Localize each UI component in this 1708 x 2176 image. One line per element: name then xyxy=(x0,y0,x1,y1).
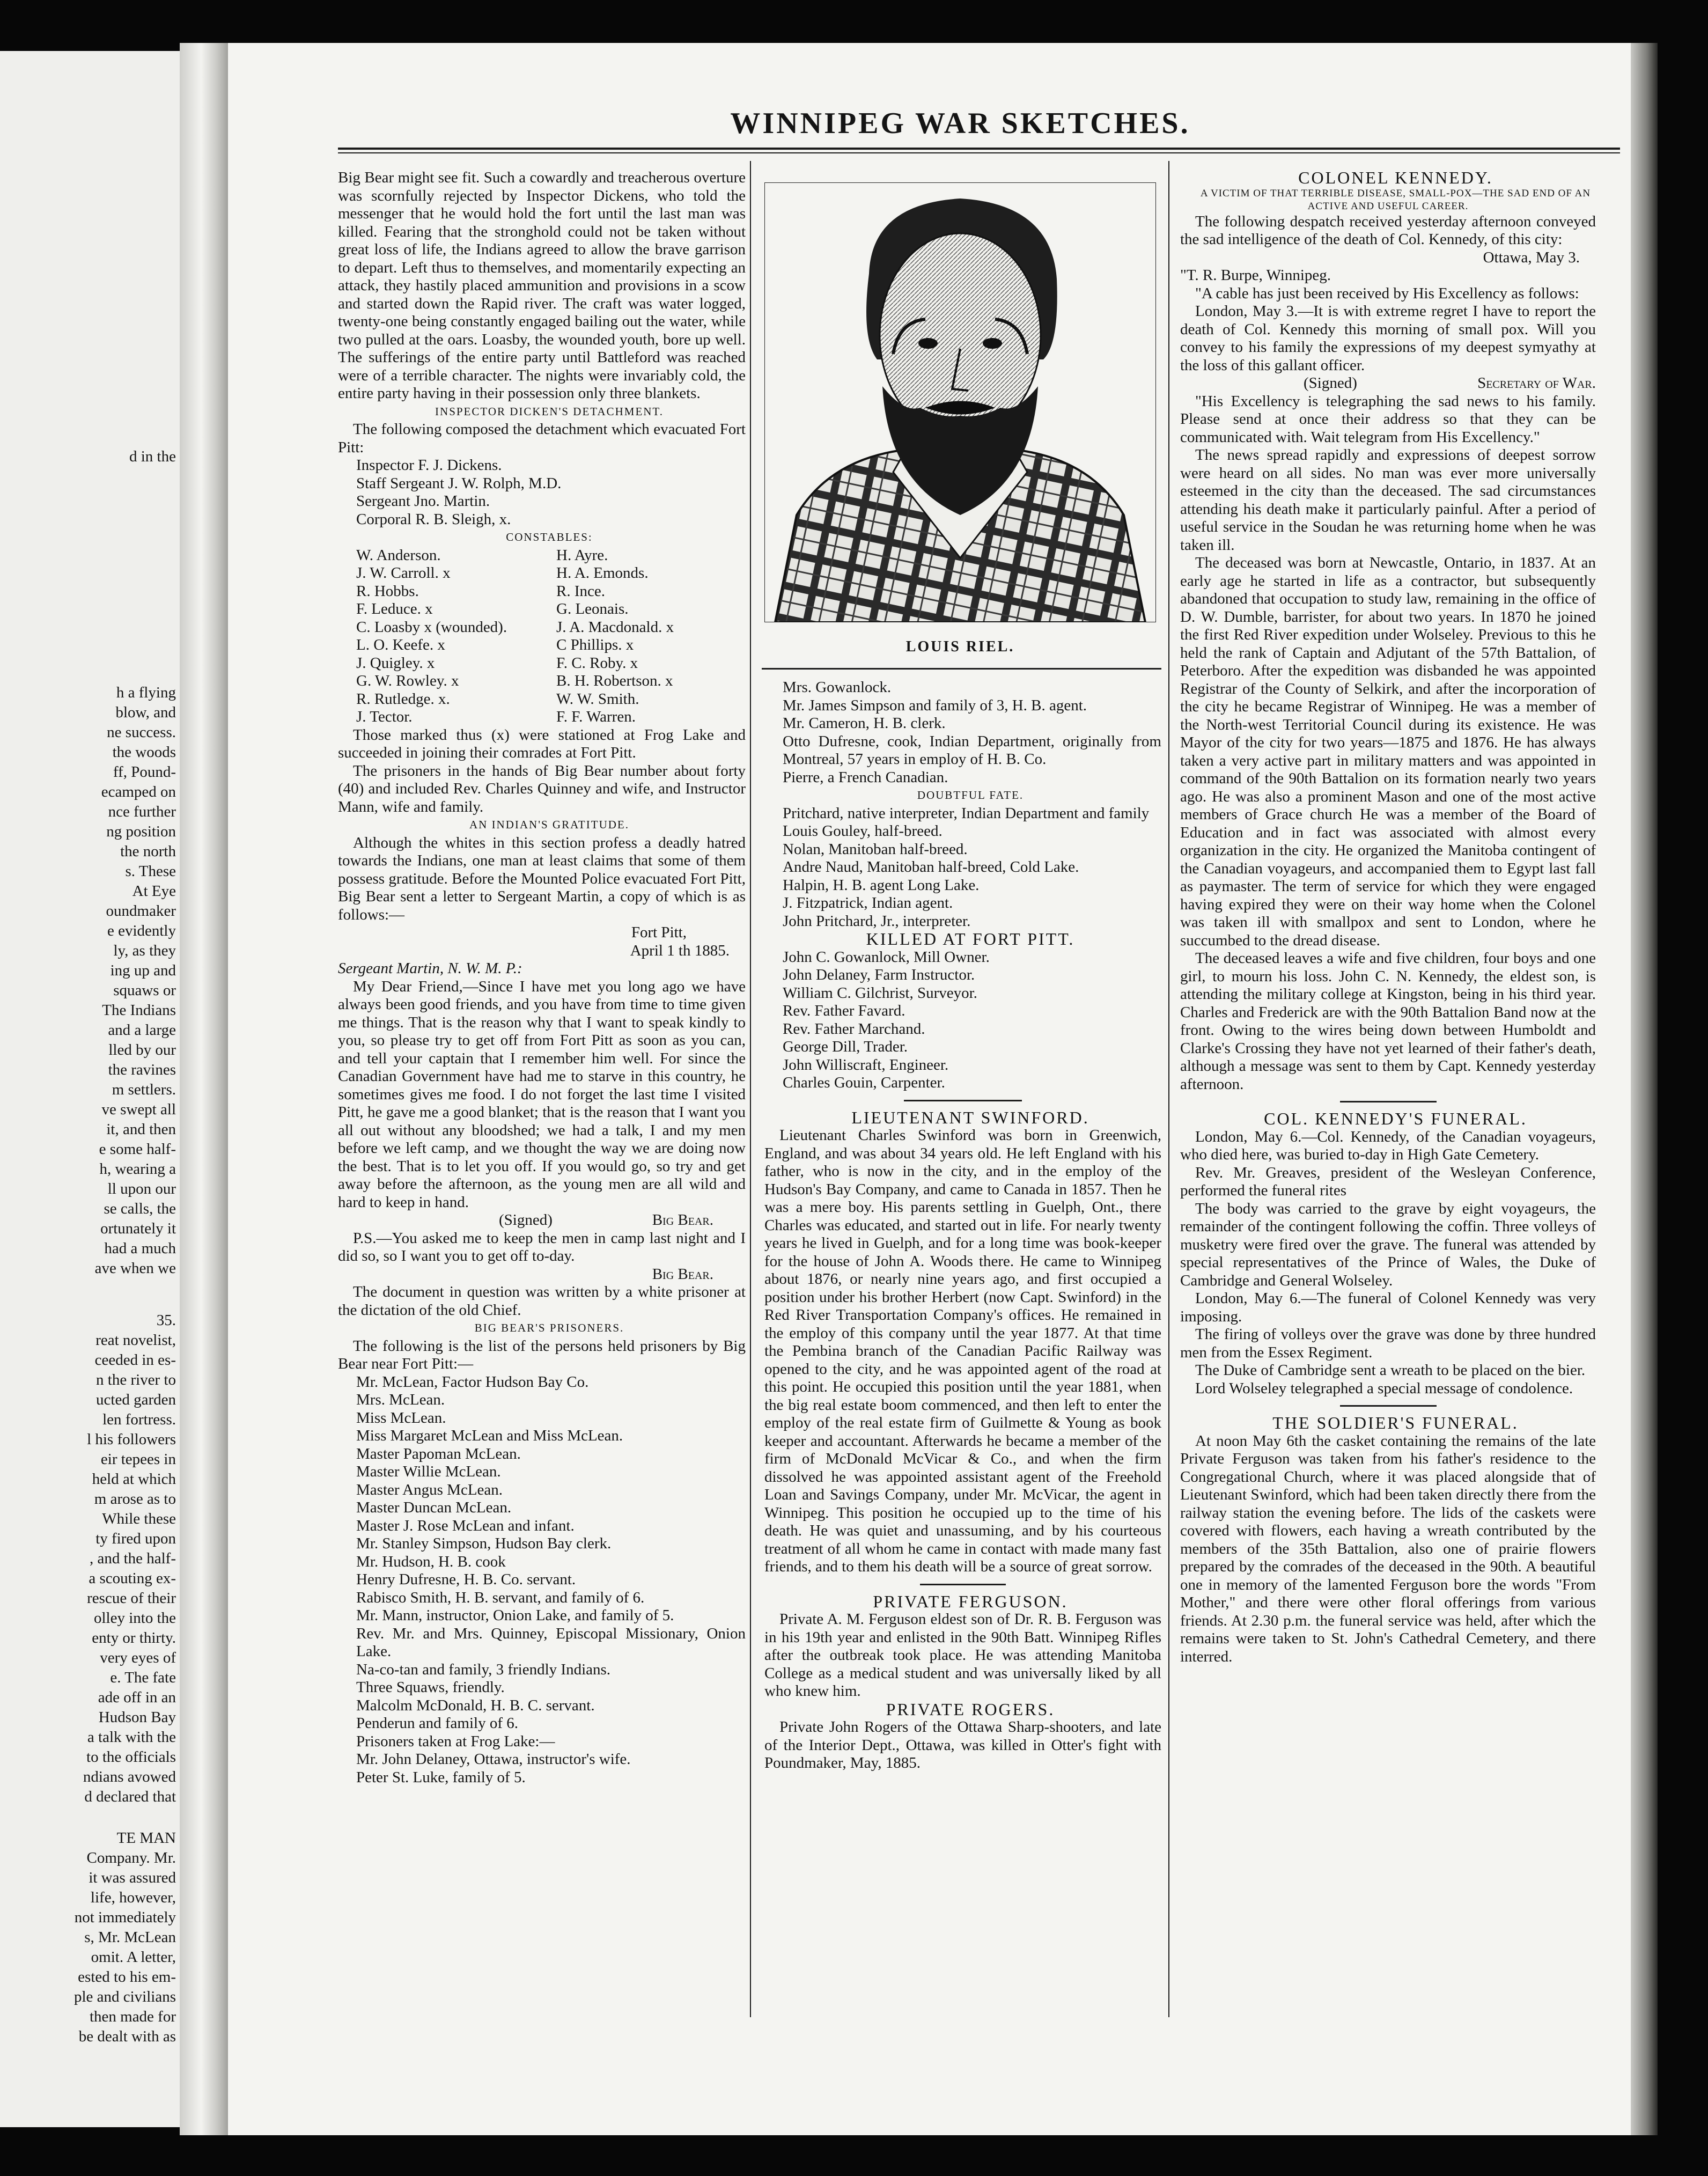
left-fragment-line: not immediately xyxy=(74,1909,176,1926)
section-heading: THE SOLDIER'S FUNERAL. xyxy=(1272,1413,1519,1432)
constable-name: R. Ince. xyxy=(556,582,605,600)
article-text: Lieutenant Charles Swinford was born in Greenwich, England, and was about 34 years old. He left England with his father, who is now in the city, and in the employ of the Hudson's Bay Company, and came to Canada in 1857. Then he was a mere boy. His parents settling in Guelph, Ont., there Charles was educated, and started out in life. For nearly twenty years he lived in Guelph, and for a long time was book-keeper for the house of John A. Woods there. He came to Winnipeg about 1876, or nearly nine years ago, and first occupied a position under his brother Herbert (now Capt. Swinford) in the Red River Transportation Company's offices. He remained in the employ of this company until the year 1877. At that time the Pembina branch of the Canadian Pacific Railway was opened to the city, and he was appointed agent of the road at this point. He occupied this position until the year 1881, when the big real estate boom commenced, and then left to enter the employ of the real estate firm of Guilmette & Young as book keeper and accountant. Afterwards he became a member of the firm of McDonald McVicar & Co., and when the firm dissolved he was appointed assistant agent of the Freehold Loan and Savings Company, under Mr. McVicar, the agent in Winnipeg. This position he occupied up to the time of his death. He was quiet and unassuming, and by his courteous treatment of all whom he came in contact with made many fast friends, and to them his death will be a source of great sorrow. xyxy=(764,1127,1161,1575)
left-fragment-line: ortunately it xyxy=(100,1220,176,1237)
column-2 xyxy=(764,679,1161,1773)
article-text: The body was carried to the grave by eight voyageurs, the remainder of the contingent following the coffin. Three volleys of musketry were fired over the grave. The funeral was attended by special representatives of the Prince of Wales, the Duke of Cambridge and General Wolseley. xyxy=(1180,1200,1596,1289)
letter-place: Fort Pitt, xyxy=(631,924,687,941)
constables-left xyxy=(356,547,546,726)
left-fragment-line: n the river to xyxy=(96,1371,176,1388)
section-heading: LIEUTENANT SWINFORD. xyxy=(851,1107,1089,1127)
article-text: Private A. M. Ferguson eldest son of Dr. R. B. Ferguson was in his 19th year and enlisted in the 90th Batt. Winnipeg Rifles after the outbreak took place. He was attending Manitoba College as a medical student and was universally liked by all who knew him. xyxy=(764,1611,1161,1700)
left-fragment-line: rescue of their xyxy=(87,1590,176,1607)
article-text: Although the whites in this section profess a deadly hatred towards the Indians, one man at least claims that some of them possess gratitude. Before the Mounted Police evacuated Fort Pitt, Big Bear sent a letter to Sergeant Martin, a copy of which is as follows:— xyxy=(338,834,746,923)
list-item: Mr. Cameron, H. B. clerk. xyxy=(783,715,946,732)
list-item: Rev. Father Favard. xyxy=(783,1002,905,1019)
section-heading: PRIVATE ROGERS. xyxy=(886,1699,1055,1719)
left-fragment-line: At Eye xyxy=(132,883,176,900)
list-item: Mr. James Simpson and family of 3, H. B. agent. xyxy=(783,696,1087,714)
left-fragment-line: life, however, xyxy=(90,1889,176,1906)
article-text: Lord Wolseley telegraphed a special message of condolence. xyxy=(1195,1379,1573,1397)
constable-name: W. W. Smith. xyxy=(556,690,639,708)
list-item: Master J. Rose McLean and infant. xyxy=(356,1517,575,1534)
column-1 xyxy=(338,169,746,1787)
officers-list xyxy=(338,457,746,528)
list-item: Master Papoman McLean. xyxy=(356,1445,521,1462)
article-text: The deceased was born at Newcastle, Ontario, in 1837. At an early age he started in life as a contractor, but subsequently abandoned that occupation to study law, remaining in the office of D. W. Dumble, barrister, for about two years. In 1870 he joined the first Red River expedition under Wolseley. Previous to this he held the rank of Captain and Adjutant of the 57th Battalion, of Peterboro. After the expedition was disbanded he was appointed Registrar of the County of Selkirk, and after the incorporation of the city he became Registrar of Winnipeg. He was a member of the North-west Territorial Council during its existence. He was Mayor of the city for two years—1875 and 1876. He has always taken a very active part in military matters and was appointed in command of the 90th Battalion on its formation nearly two years ago. He was also a prominent Mason and one of the most active members of Grace church He was a member of the Board of Education and in fact was associated with almost every organization in the city. He organized the Manitoba contingent of the Canadian voyageurs, and accompanied them to Egypt last fall as paymaster. The term of service for which they were engaged having expired they were on their way home when the Colonel was taken ill with smallpox and sent to London, where he succumbed to the dread disease. xyxy=(1180,554,1596,949)
article-text: The firing of volleys over the grave was done by three hundred men from the Essex Regiment. xyxy=(1180,1326,1596,1361)
constable-name: J. Quigley. x xyxy=(356,654,435,672)
section-heading: BIG BEAR'S PRISONERS. xyxy=(474,1321,624,1334)
left-fragment-line: ade off in an xyxy=(98,1689,176,1706)
left-fragment-line: ave when we xyxy=(94,1260,176,1277)
left-fragment-line: reat novelist, xyxy=(95,1332,176,1349)
left-fragment-line: ve swept all xyxy=(101,1101,176,1118)
list-item: Master Angus McLean. xyxy=(356,1481,503,1498)
constable-name: F. C. Roby. x xyxy=(556,654,638,672)
signed-label: (Signed) xyxy=(499,1211,553,1229)
constable-name: B. H. Robertson. x xyxy=(556,672,673,689)
prisoners-list-continued xyxy=(764,679,1161,786)
left-fragment-line: it was assured xyxy=(89,1869,176,1886)
list-item: John Williscraft, Engineer. xyxy=(783,1056,949,1074)
left-fragment-line: blow, and xyxy=(115,704,176,721)
left-fragment-line: lled by our xyxy=(108,1041,176,1058)
list-item: Miss McLean. xyxy=(356,1409,446,1427)
left-fragment-line: ing up and xyxy=(110,962,176,979)
list-item: Mr. McLean, Factor Hudson Bay Co. xyxy=(356,1373,589,1391)
list-item: Na-co-tan and family, 3 friendly Indians. xyxy=(356,1660,611,1678)
section-heading: KILLED AT FORT PITT. xyxy=(866,929,1075,949)
list-item: Louis Gouley, half-breed. xyxy=(783,822,943,840)
section-heading: PRIVATE FERGUSON. xyxy=(873,1591,1068,1611)
list-item: Rev. Mr. and Mrs. Quinney, Episcopal Missionary, Onion Lake. xyxy=(356,1624,746,1660)
constable-name: C. Loasby x (wounded). xyxy=(356,618,507,636)
page-edge-shadow xyxy=(1631,43,1658,2135)
left-fragment-line: d declared that xyxy=(84,1788,176,1805)
telegram-address: "T. R. Burpe, Winnipeg. xyxy=(1180,267,1331,284)
constable-name: H. Ayre. xyxy=(556,546,608,564)
constable-name: C Phillips. x xyxy=(556,636,634,653)
list-item: William C. Gilchrist, Surveyor. xyxy=(783,984,977,1002)
masthead-rule-thin xyxy=(338,152,1620,153)
left-fragment-line: ng position xyxy=(106,823,176,840)
article-text: The news spread rapidly and expressions of deepest sorrow were heard on all sides. No man was ever more universally esteemed in the city than the deceased. The sad circumstances attending his death make it particularly painful. After a period of useful service in the Soudan he was returning home when he was taken ill. xyxy=(1180,446,1596,554)
left-fragment-line: ested to his em- xyxy=(78,1968,176,1986)
list-item: Penderun and family of 6. xyxy=(356,1715,519,1732)
column-3 xyxy=(1180,169,1596,1666)
left-page-fragment xyxy=(0,51,182,2127)
left-fragment-line: it, and then xyxy=(106,1121,176,1138)
list-item: Rev. Father Marchand. xyxy=(783,1020,925,1038)
article-text: Private John Rogers of the Ottawa Sharp-shooters, and late of the Interior Dept., Ottawa, was killed in Otter's fight with Poundmaker, May, 1885. xyxy=(764,1718,1161,1771)
prisoners-list xyxy=(338,1373,746,1787)
list-item: Master Willie McLean. xyxy=(356,1463,501,1480)
left-fragment-line: , and the half- xyxy=(89,1550,176,1567)
article-text: London, May 3.—It is with extreme regret I have to report the death of Col. Kennedy this morning of small pox. Will you convey to his family the expressions of my deepest symyathy at the loss of this gallant officer. xyxy=(1180,303,1596,374)
left-fragment-line: a talk with the xyxy=(87,1729,176,1746)
left-fragment-line: e evidently xyxy=(107,922,176,939)
letter-date: April 1 th 1885. xyxy=(630,942,730,959)
constable-name: G. Leonais. xyxy=(556,600,629,617)
left-fragment-line: ty fired upon xyxy=(95,1530,176,1547)
left-fragment-line: a scouting ex- xyxy=(89,1570,176,1587)
list-item: Three Squaws, friendly. xyxy=(356,1679,505,1696)
section-heading: COL. KENNEDY'S FUNERAL. xyxy=(1264,1109,1527,1128)
left-fragment-line: the ravines xyxy=(108,1061,176,1078)
left-fragment-line: s. These xyxy=(125,863,176,880)
column-divider-1 xyxy=(750,161,751,2017)
article-text: London, May 6.—The funeral of Colonel Kennedy was very imposing. xyxy=(1180,1290,1596,1325)
left-fragment-line: d in the xyxy=(129,448,176,465)
list-item: Pierre, a French Canadian. xyxy=(783,768,948,786)
list-item: George Dill, Trader. xyxy=(783,1038,908,1055)
constable-name: R. Rutledge. x. xyxy=(356,690,450,708)
constables-list xyxy=(338,547,746,726)
list-item: Corporal R. B. Sleigh, x. xyxy=(356,510,511,528)
list-item: Miss Margaret McLean and Miss McLean. xyxy=(356,1427,623,1444)
constable-name: W. Anderson. xyxy=(356,546,441,564)
left-fragment-line: ecamped on xyxy=(101,783,176,800)
left-fragment-line: h a flying xyxy=(116,684,176,701)
list-item: Andre Naud, Manitoban half-breed, Cold Lake. xyxy=(783,858,1079,876)
list-item: Nolan, Manitoban half-breed. xyxy=(783,840,968,858)
list-item: Mr. Hudson, H. B. cook xyxy=(356,1553,506,1570)
portrait-illustration xyxy=(764,182,1156,622)
left-fragment-line: ucted garden xyxy=(96,1391,176,1408)
article-text: The prisoners in the hands of Big Bear number about forty (40) and included Rev. Charles Quinney and wife, and Instructor Mann, wife and family. xyxy=(338,762,746,815)
article-text: "A cable has just been received by His Excellency as follows: xyxy=(1195,284,1579,302)
left-fragment-line: squaws or xyxy=(113,982,176,999)
article-text: At noon May 6th the casket containing the remains of the late Private Ferguson was taken from his father's residence to the Congregational Church, where it was placed alongside that of Lieutenant Swinford, which had been taken directly there from the railway station the evening before. The lids of the caskets were covered with flowers, each having a wreath contributed by the members of the 35th Battalion, also one of prairie flowers prepared by the comrades of the deceased in the 90th. A beautiful one in memory of the lamented Ferguson bore the words "From Mother," and there were other floral offerings from various friends. At 2.30 p.m. the funeral service was held, after which the remains were taken to St. John's Cathedral Cemetery, and there interred. xyxy=(1180,1432,1596,1665)
page-title: WINNIPEG WAR SKETCHES. xyxy=(730,107,1190,140)
article-text: The document in question was written by a white prisoner at the dictation of the old Chief. xyxy=(338,1283,746,1319)
left-fragment-line: had a much xyxy=(104,1240,176,1257)
list-item: Mr. John Delaney, Ottawa, instructor's wife. xyxy=(356,1751,631,1768)
list-item: Pritchard, native interpreter, Indian Department and family xyxy=(783,804,1150,822)
signature-line xyxy=(338,1211,746,1230)
constable-name: R. Hobbs. xyxy=(356,582,419,600)
left-fragment-line: oundmaker xyxy=(106,902,176,920)
left-fragment-line: ple and civilians xyxy=(73,1988,176,2005)
article-text: London, May 6.—Col. Kennedy, of the Canadian voyageurs, who died here, was buried to-day in High Gate Cemetery. xyxy=(1180,1128,1596,1163)
constable-name: H. A. Emonds. xyxy=(556,564,649,582)
left-fragment-line: e. The fate xyxy=(110,1669,176,1686)
left-fragment-line: ceeded in es- xyxy=(94,1351,176,1369)
constable-name: F. F. Warren. xyxy=(556,708,636,725)
section-heading: COLONEL KENNEDY. xyxy=(1298,168,1493,187)
postscript: P.S.—You asked me to keep the men in camp last night and I did so, so I want you to get off to-day. xyxy=(338,1229,746,1265)
list-item: Malcolm McDonald, H. B. C. servant. xyxy=(356,1696,595,1714)
left-fragment-line: m arose as to xyxy=(94,1490,176,1508)
left-fragment-line: h, wearing a xyxy=(99,1160,176,1178)
signature-name-2: Big Bear. xyxy=(652,1265,713,1283)
constable-name: L. O. Keefe. x xyxy=(356,636,445,653)
list-item: Prisoners taken at Frog Lake:— xyxy=(356,1732,555,1750)
column-divider-2 xyxy=(1168,161,1169,2017)
killed-list xyxy=(764,949,1161,1092)
list-item: Mr. Mann, instructor, Onion Lake, and family of 5. xyxy=(356,1607,674,1624)
dateline: Ottawa, May 3. xyxy=(1483,248,1580,266)
left-fragment-line: enty or thirty. xyxy=(92,1629,176,1646)
article-text: The deceased leaves a wife and five children, four boys and one girl, to mourn his loss. John C. N. Kennedy, the eldest son, is attending the military college at Kingston, being in his third year. Charles and Frederick are with the 90th Battalion Band now at the front. Owing to the wires being down between Humboldt and Clarke's Crossing they have not yet learned of their father's death, although a message was sent to them by Capt. Kennedy yesterday afternoon. xyxy=(1180,950,1596,1093)
left-fragment-line: eir tepees in xyxy=(100,1451,176,1468)
list-item: Peter St. Luke, family of 5. xyxy=(356,1768,526,1786)
list-item: Master Duncan McLean. xyxy=(356,1499,512,1516)
list-item: Mrs. Gowanlock. xyxy=(783,679,892,696)
left-fragment-line: held at which xyxy=(92,1471,176,1488)
left-fragment-line: ll upon our xyxy=(107,1180,176,1197)
left-fragment-line: then made for xyxy=(89,2008,176,2025)
list-item: Sergeant Jno. Martin. xyxy=(356,492,490,510)
article-text: The following is the list of the persons held prisoners by Big Bear near Fort Pitt:— xyxy=(338,1337,746,1372)
left-fragment-line: While these xyxy=(102,1510,176,1527)
left-fragment-line: ne success. xyxy=(107,724,176,741)
article-text: Big Bear might see fit. Such a cowardly and treacherous overture was scornfully rejected by Inspector Dickens, who told the messenger that he would hold the fort until the last man was killed. Fearing that the stronghold could not be taken without great loss of life, the Indians agreed to allow the brave garrison to depart. Left thus to themselves, and momentarily expecting an attack, they hastily placed ammunition and provisions in a scow and started down the Rapid river. The craft was water logged, twenty-one being constantly engaged bailing out the water, while two pulled at the oars. Loasby, the wounded youth, bore up well. The sufferings of the entire party until Battleford was reached were of a terrible character. The nights were invariably cold, the entire party having in their possession only three blankets. xyxy=(338,169,746,402)
left-fragment-line: very eyes of xyxy=(100,1649,176,1666)
constable-name: F. Leduce. x xyxy=(356,600,433,617)
left-fragment-line: m settlers. xyxy=(112,1081,176,1098)
list-item: John Delaney, Farm Instructor. xyxy=(783,966,975,983)
letter-body: My Dear Friend,—Since I have met you long ago we have always been good friends, and you have from time to time given me things. That is the reason why that I want to speak kindly to you, so please try to get off from Fort Pitt as soon as you can, and tell your captain that I remember him well. For since the Canadian Government have had me to starve in this country, he sometimes gives me food. I do not forget the last time I visited Pitt, he gave me a good blanket; that is the reason that I want you all out without any bloodshed; we had a talk, I and my men before we left camp, and we thought the way we are doing now the best. That is to let you off. If you would go, so try and get away before the afternoon, as the young men are all wild and hard to keep in hand. xyxy=(338,977,746,1211)
caption-rule xyxy=(762,668,1161,670)
left-fragment-line: the north xyxy=(120,843,176,860)
list-item: Charles Gouin, Carpenter. xyxy=(783,1074,945,1091)
portrait-caption: LOUIS RIEL. xyxy=(905,638,1015,655)
page-gutter xyxy=(180,43,233,2135)
article-text: Rev. Mr. Greaves, president of the Wesleyan Conference, performed the funeral rites xyxy=(1180,1164,1596,1199)
list-item: John C. Gowanlock, Mill Owner. xyxy=(783,948,990,966)
left-fragment-line: the woods xyxy=(112,744,176,761)
list-item: Rabisco Smith, H. B. servant, and family of 6. xyxy=(356,1589,645,1606)
list-item: Mr. Stanley Simpson, Hudson Bay clerk. xyxy=(356,1535,612,1552)
section-heading: DOUBTFUL FATE. xyxy=(917,789,1024,802)
left-fragment-line: ff, Pound- xyxy=(113,763,176,781)
doubtful-fate-list xyxy=(764,805,1161,931)
constable-name: G. W. Rowley. x xyxy=(356,672,459,689)
masthead-rule xyxy=(338,148,1620,150)
left-fragment-line: len fortress. xyxy=(102,1411,176,1428)
left-fragment-line: Company. Mr. xyxy=(86,1849,176,1866)
left-fragment-line: ndians avowed xyxy=(83,1768,176,1785)
section-heading: CONSTABLES: xyxy=(506,531,593,543)
list-item: Mrs. McLean. xyxy=(356,1391,445,1408)
article-text: The following despatch received yesterday afternoon conveyed the sad intelligence of the death of Col. Kennedy, of this city: xyxy=(1180,212,1596,248)
article-text: The following composed the detachment which evacuated Fort Pitt: xyxy=(338,421,746,456)
left-fragment-line: be dealt with as xyxy=(78,2028,176,2045)
left-fragment-line: e some half- xyxy=(99,1141,176,1158)
article-text: "His Excellency is telegraphing the sad news to his family. Please send at once their address so that they can be communicated with. Wait telegram from His Excellency." xyxy=(1180,392,1596,446)
left-fragment-line: s, Mr. McLean xyxy=(84,1929,176,1946)
constable-name: J. Tector. xyxy=(356,708,413,725)
left-fragment-line: omit. A letter, xyxy=(91,1949,176,1966)
left-fragment-line: Hudson Bay xyxy=(98,1709,176,1726)
section-heading: INSPECTOR DICKEN'S DETACHMENT. xyxy=(435,405,664,418)
left-fragment-line: ly, as they xyxy=(113,942,176,959)
list-item: J. Fitzpatrick, Indian agent. xyxy=(783,894,953,911)
signed-label: (Signed) xyxy=(1304,374,1357,392)
constables-right xyxy=(556,547,746,726)
left-fragment-line: se calls, the xyxy=(104,1200,176,1217)
left-fragment-line: and a large xyxy=(108,1021,176,1039)
list-item: Otto Dufresne, cook, Indian Department, originally from Montreal, 57 years in employ of H. B. Co. xyxy=(783,732,1161,768)
list-item: Halpin, H. B. agent Long Lake. xyxy=(783,876,980,894)
left-fragment-line: to the officials xyxy=(86,1748,176,1766)
list-item: John Pritchard, Jr., interpreter. xyxy=(783,912,971,930)
left-fragment-line: 35. xyxy=(156,1312,176,1329)
list-item: Inspector F. J. Dickens. xyxy=(356,457,502,474)
list-item: Henry Dufresne, H. B. Co. servant. xyxy=(356,1571,576,1588)
signature-name: Secretary of War. xyxy=(1477,374,1596,392)
left-fragment-line: olley into the xyxy=(93,1609,176,1627)
list-item: Staff Sergeant J. W. Rolph, M.D. xyxy=(356,474,562,492)
section-heading: AN INDIAN'S GRATITUDE. xyxy=(469,818,629,831)
constable-name: J. A. Macdonald. x xyxy=(556,618,674,636)
article-text: Those marked thus (x) were stationed at Frog Lake and succeeded in joining their comrades at Fort Pitt. xyxy=(338,726,746,761)
left-fragment-line: The Indians xyxy=(102,1002,176,1019)
section-subheading: A VICTIM OF THAT TERRIBLE DISEASE, SMALL-POX—THE SAD END OF AN ACTIVE AND USEFUL CAREER. xyxy=(1200,187,1591,212)
left-fragment-line: l his followers xyxy=(87,1431,176,1448)
signature-line xyxy=(1180,374,1596,393)
article-text: The Duke of Cambridge sent a wreath to be placed on the bier. xyxy=(1195,1362,1586,1379)
constable-name: J. W. Carroll. x xyxy=(356,564,451,582)
signature-name: Big Bear. xyxy=(652,1211,713,1229)
left-fragment-line: TE MAN xyxy=(116,1829,176,1847)
letter-salutation: Sergeant Martin, N. W. M. P.: xyxy=(338,960,522,977)
left-fragment-line: nce further xyxy=(108,803,176,820)
